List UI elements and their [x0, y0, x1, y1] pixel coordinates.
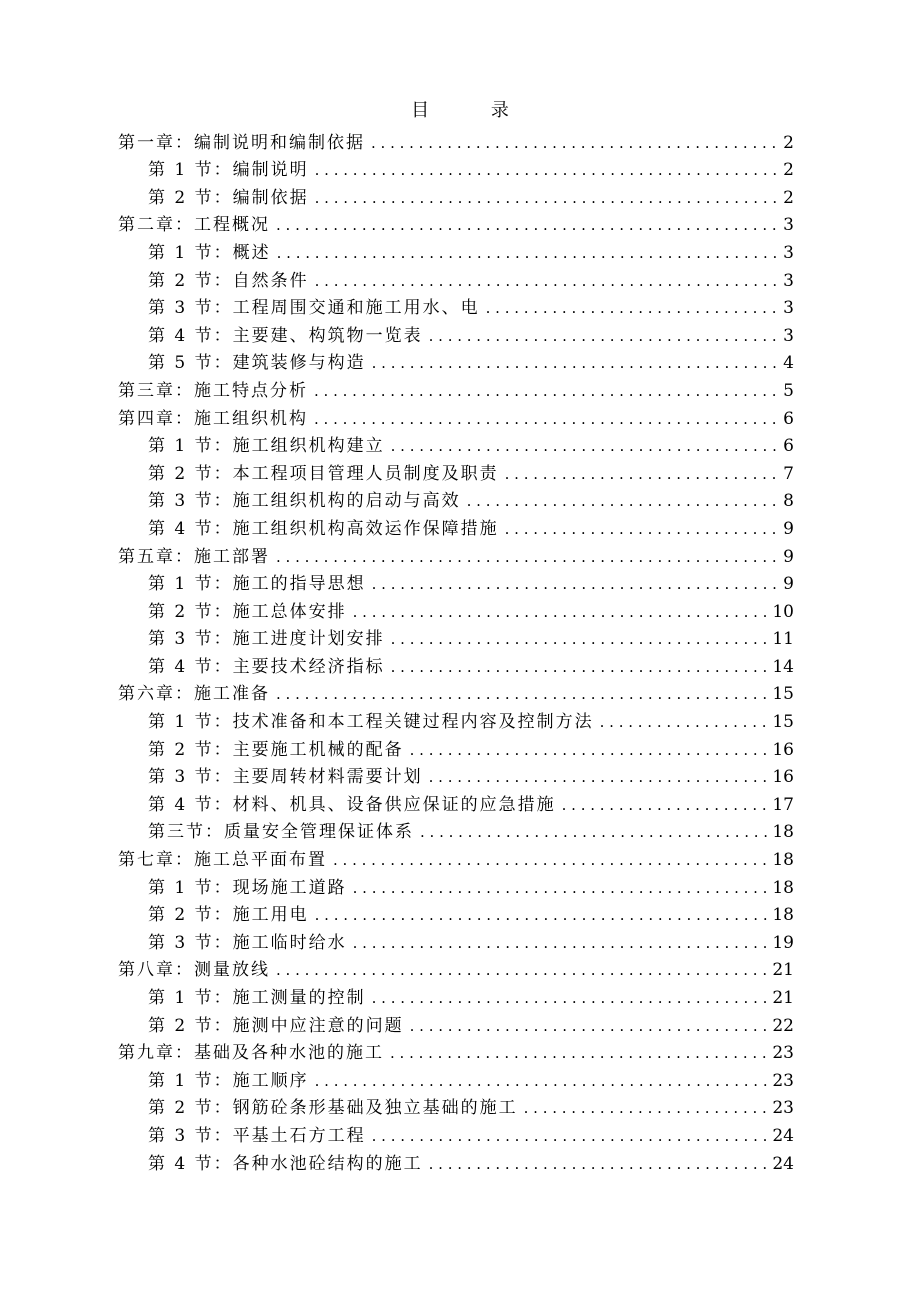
toc-dot-leader [276, 683, 768, 705]
toc-dot-leader [391, 628, 769, 650]
toc-dot-leader [429, 325, 780, 347]
toc-dot-leader [372, 573, 780, 595]
toc-section-entry[interactable] [118, 568, 794, 596]
toc-entry-label: 第 1 节：施工的指导思想 [148, 574, 366, 595]
toc-chapter-entry[interactable] [118, 1037, 794, 1065]
toc-page-number: 18 [772, 877, 794, 898]
toc-dot-leader [410, 739, 769, 761]
toc-section-entry[interactable] [118, 1092, 794, 1120]
toc-dot-leader [505, 463, 780, 485]
toc-section-entry[interactable] [118, 485, 794, 513]
toc-dot-leader [353, 932, 769, 954]
toc-section-entry[interactable] [118, 347, 794, 375]
toc-page-number: 3 [783, 242, 794, 263]
toc-section-entry[interactable] [118, 319, 794, 347]
toc-entry-label: 第 1 节：施工组织机构建立 [148, 436, 385, 457]
toc-page-number: 23 [772, 1070, 794, 1091]
toc-dot-leader [315, 270, 780, 292]
toc-page-number: 22 [772, 1015, 794, 1036]
toc-section-entry[interactable] [118, 705, 794, 733]
toc-page-number: 17 [772, 794, 794, 815]
toc-entry-label: 第五章：施工部署 [118, 546, 270, 567]
toc-page-number: 16 [772, 739, 794, 760]
toc-entry-label: 第 3 节：主要周转材料需要计划 [148, 767, 423, 788]
toc-chapter-entry[interactable] [118, 126, 794, 154]
toc-dot-leader [524, 1097, 769, 1119]
toc-entry-label: 第 2 节：钢筋砼条形基础及独立基础的施工 [148, 1098, 518, 1119]
toc-page-number: 18 [772, 905, 794, 926]
toc-page-number: 4 [783, 353, 794, 374]
toc-entry-label: 第一章：编制说明和编制依据 [118, 132, 365, 153]
toc-entry-label: 第 4 节：主要建、构筑物一览表 [148, 325, 423, 346]
toc-dot-leader [410, 1015, 769, 1037]
toc-dot-leader [372, 1125, 769, 1147]
toc-page-number: 24 [772, 1153, 794, 1174]
toc-entry-label: 第 1 节：施工顺序 [148, 1070, 309, 1091]
toc-entry-label: 第 3 节：施工临时给水 [148, 932, 347, 953]
toc-page-number: 14 [772, 656, 794, 677]
toc-page-number: 21 [772, 988, 794, 1008]
toc-chapter-entry[interactable] [118, 678, 794, 706]
toc-section-entry[interactable] [118, 236, 794, 264]
toc-page-number: 3 [783, 215, 794, 236]
toc-dot-leader [277, 242, 780, 264]
toc-page-number: 2 [783, 132, 794, 153]
toc-dot-leader [391, 435, 780, 457]
toc-dot-leader [276, 214, 779, 236]
toc-page-number: 6 [783, 408, 794, 429]
toc-section-entry[interactable] [118, 871, 794, 899]
toc-entry-label: 第四章：施工组织机构 [118, 408, 308, 429]
toc-dot-leader [314, 380, 779, 402]
toc-page-number: 23 [772, 1043, 794, 1064]
toc-page-number: 24 [772, 1125, 794, 1146]
toc-entry-label: 第 1 节：编制说明 [148, 160, 309, 181]
toc-entry-label: 第 4 节：材料、机具、设备供应保证的应急措施 [148, 794, 556, 815]
toc-entry-label: 第 2 节：编制依据 [148, 187, 309, 208]
toc-entry-label: 第 1 节：概述 [148, 242, 271, 263]
toc-dot-leader [315, 904, 769, 926]
toc-entry-label: 第 3 节：平基土石方工程 [148, 1125, 366, 1146]
toc-dot-leader [333, 849, 768, 871]
toc-entry-label: 第 2 节：施工总体安排 [148, 601, 347, 622]
toc-title: 目 录 [411, 100, 537, 121]
toc-page-number: 3 [783, 298, 794, 319]
toc-entry-label: 第六章：施工准备 [118, 684, 270, 705]
toc-chapter-entry[interactable] [118, 540, 794, 568]
toc-page-number: 18 [772, 822, 794, 843]
toc-dot-leader [486, 297, 780, 319]
toc-section-entry[interactable] [118, 430, 794, 458]
toc-dot-leader [276, 546, 779, 568]
toc-list [118, 126, 794, 1175]
toc-dot-leader [391, 656, 769, 678]
toc-section-entry[interactable] [118, 264, 794, 292]
toc-page-number: 16 [772, 767, 794, 788]
toc-entry-label: 第三章：施工特点分析 [118, 380, 308, 401]
toc-page-number: 8 [783, 491, 794, 512]
toc-section-entry[interactable] [118, 1119, 794, 1147]
toc-section-entry[interactable] [118, 1147, 794, 1175]
toc-section-entry[interactable] [118, 457, 794, 485]
toc-section-entry[interactable] [118, 788, 794, 816]
toc-entry-label: 第 4 节：施工组织机构高效运作保障措施 [148, 518, 499, 539]
toc-section-entry[interactable] [118, 899, 794, 927]
toc-entry-label: 第 3 节：施工组织机构的启动与高效 [148, 491, 461, 512]
toc-dot-leader [372, 352, 780, 374]
toc-entry-label: 第 1 节：技术准备和本工程关键过程内容及控制方法 [148, 712, 594, 733]
toc-section-entry[interactable] [118, 181, 794, 209]
toc-entry-label: 第 5 节：建筑装修与构造 [148, 353, 366, 374]
toc-section-entry[interactable] [118, 733, 794, 761]
toc-page-number: 19 [772, 932, 794, 953]
toc-entry-label: 第 4 节：主要技术经济指标 [148, 656, 385, 677]
toc-section-entry[interactable] [118, 292, 794, 320]
toc-dot-leader [315, 1070, 769, 1092]
toc-entry-label: 第 2 节：施工用电 [148, 905, 309, 926]
toc-page-number: 9 [783, 574, 794, 595]
toc-section-entry[interactable] [118, 595, 794, 623]
toc-dot-leader [315, 159, 780, 181]
toc-entry-label: 第 4 节：各种水池砼结构的施工 [148, 1153, 423, 1174]
toc-dot-leader [505, 518, 780, 540]
toc-entry-label: 第 2 节：主要施工机械的配备 [148, 739, 404, 760]
toc-page-number: 3 [783, 270, 794, 291]
toc-entry-label: 第九章：基础及各种水池的施工 [118, 1043, 384, 1064]
toc-page-number: 3 [783, 325, 794, 346]
toc-page-number: 2 [783, 187, 794, 208]
toc-dot-leader [390, 1042, 768, 1064]
toc-chapter-entry[interactable] [118, 954, 794, 982]
toc-page-number: 21 [772, 960, 794, 981]
toc-dot-leader [372, 987, 769, 1009]
toc-entry-label: 第二章：工程概况 [118, 215, 270, 236]
toc-dot-leader [371, 132, 779, 154]
toc-section-entry[interactable] [118, 1064, 794, 1092]
toc-page-number: 10 [772, 601, 794, 622]
toc-page-number: 2 [783, 160, 794, 181]
toc-page-number: 9 [783, 546, 794, 567]
toc-chapter-entry[interactable] [118, 209, 794, 237]
toc-section-entry[interactable] [118, 926, 794, 954]
toc-dot-leader [429, 766, 769, 788]
toc-dot-leader [467, 490, 780, 512]
toc-section-entry[interactable] [118, 650, 794, 678]
toc-section-entry[interactable] [118, 1009, 794, 1037]
toc-section-entry[interactable] [118, 623, 794, 651]
toc-entry-label: 第 2 节：自然条件 [148, 270, 309, 291]
toc-section-entry[interactable] [118, 816, 794, 844]
toc-page-number: 7 [783, 463, 794, 484]
toc-page-number: 15 [772, 712, 794, 733]
toc-dot-leader [562, 794, 769, 816]
toc-page-number: 18 [772, 850, 794, 871]
toc-dot-leader [353, 877, 769, 899]
toc-entry-label: 第 3 节：工程周围交通和施工用水、电 [148, 298, 480, 319]
toc-entry-label: 第 1 节：现场施工道路 [148, 877, 347, 898]
toc-entry-label: 第 3 节：施工进度计划安排 [148, 629, 385, 650]
toc-page-number: 15 [772, 684, 794, 705]
toc-page-number: 5 [783, 380, 794, 401]
toc-dot-leader [600, 711, 769, 733]
toc-section-entry[interactable] [118, 761, 794, 789]
toc-dot-leader [315, 187, 780, 209]
toc-chapter-entry[interactable] [118, 843, 794, 871]
toc-page-number: 9 [783, 518, 794, 539]
toc-entry-label: 第 2 节：施测中应注意的问题 [148, 1015, 404, 1036]
toc-chapter-entry[interactable] [118, 402, 794, 430]
toc-section-entry[interactable] [118, 981, 794, 1009]
toc-entry-label: 第 2 节：本工程项目管理人员制度及职责 [148, 463, 499, 484]
toc-page-number: 23 [772, 1098, 794, 1119]
toc-entry-label: 第三节：质量安全管理保证体系 [148, 822, 414, 843]
toc-dot-leader [353, 601, 769, 623]
toc-chapter-entry[interactable] [118, 374, 794, 402]
toc-page-number: 6 [783, 436, 794, 457]
toc-entry-label: 第八章：测量放线 [118, 960, 270, 981]
toc-section-entry[interactable] [118, 154, 794, 182]
toc-section-entry[interactable] [118, 512, 794, 540]
toc-dot-leader [276, 959, 768, 981]
toc-dot-leader [314, 408, 779, 430]
toc-dot-leader [420, 821, 768, 843]
toc-entry-label: 第 1 节：施工测量的控制 [148, 988, 366, 1008]
toc-entry-label: 第七章：施工总平面布置 [118, 850, 327, 871]
toc-page-number: 11 [772, 629, 794, 650]
toc-dot-leader [429, 1153, 769, 1175]
